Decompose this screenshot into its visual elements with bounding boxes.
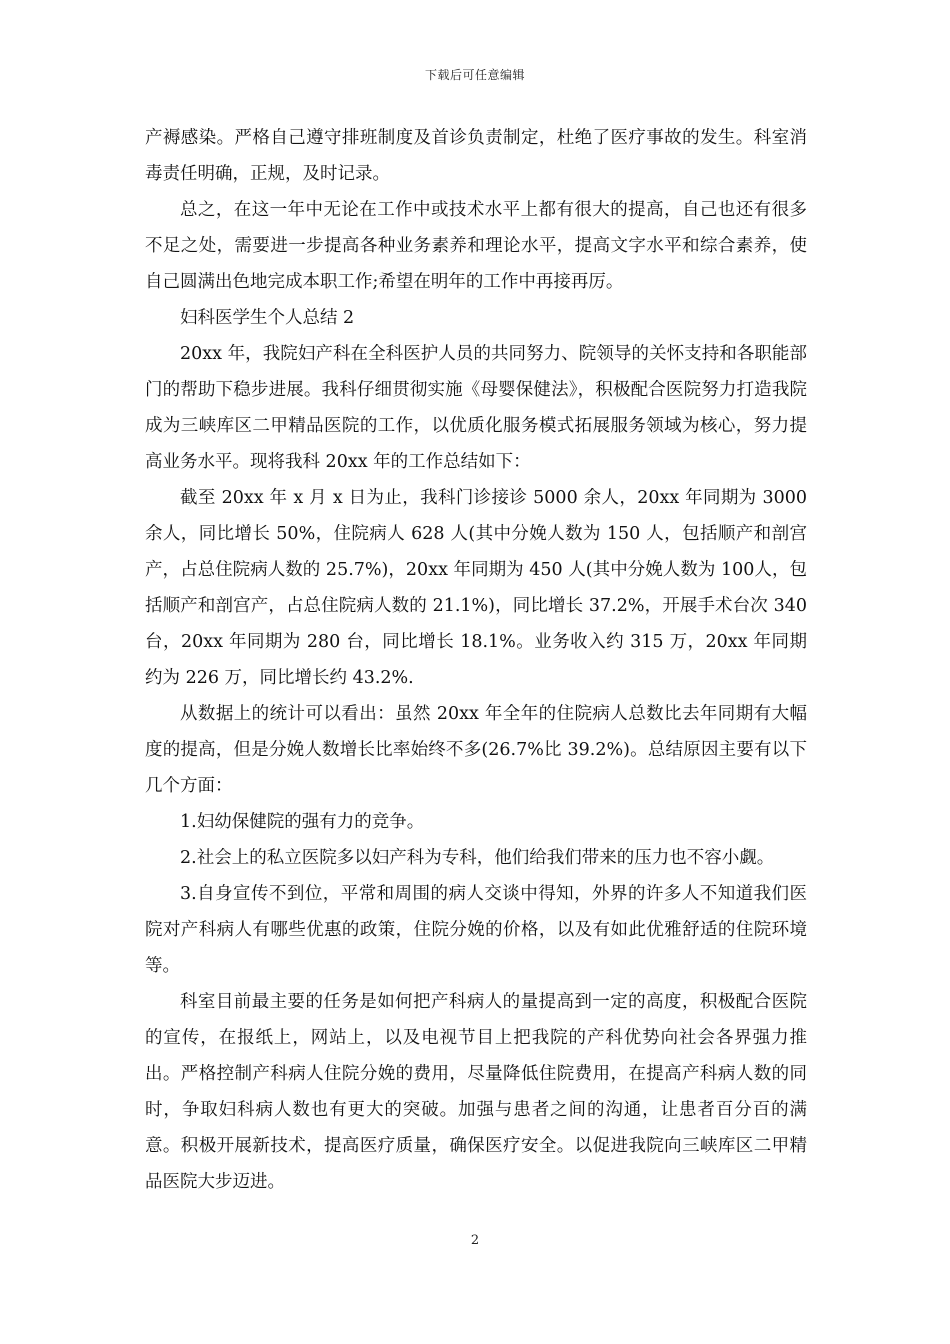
- paragraph-analysis: 从数据上的统计可以看出：虽然 20xx 年全年的住院病人总数比去年同期有大幅度的提高，但是分娩人数增长比率始终不多(26.7%比 39.2%)。总结原因主要有以下几个方面：: [145, 704, 807, 796]
- paragraph-summary: 总之，在这一年中无论在工作中或技术水平上都有很大的提高，自己也还有很多不足之处，需要进一步提高各种业务素养和理论水平，提高文字水平和综合素养，使自己圆满出色地完成本职工作;希望在明年的工作中再接再厉。: [145, 200, 807, 292]
- section-heading: 妇科医学生个人总结 2: [180, 308, 355, 328]
- page-number: 2: [470, 1233, 480, 1248]
- document-body: [145, 120, 807, 1200]
- paragraph-statistics: 截至 20xx 年 x 月 x 日为止，我科门诊接诊 5000 余人，20xx 年同期为 3000余人，同比增长 50%，住院病人 628 人(其中分娩人数为 150 人，包括顺产和剖宫产，占总住院病人数的 25.7%)，20xx 年同期为 450 人(其中分娩人数为 100人，包括顺产和剖宫产，占总住院病人数的 21.1%)，同比增长 37.2%，开展手术台次 340 台，20xx 年同期为 280 台，同比增长 18.1%。业务收入约 315 万，20xx 年同期约为 226 万，同比增长约 43.2%.: [145, 488, 807, 688]
- list-item-2: 2.社会上的私立医院多以妇产科为专科，他们给我们带来的压力也不容小觑。: [180, 848, 775, 868]
- paragraph-tasks: 科室目前最主要的任务是如何把产科病人的量提高到一定的高度，积极配合医院的宣传，在报纸上，网站上，以及电视节目上把我院的产科优势向社会各界强力推出。严格控制产科病人住院分娩的费用，尽量降低住院费用，在提高产科病人数的同时，争取妇科病人数也有更大的突破。加强与患者之间的沟通，让患者百分百的满意。积极开展新技术，提高医疗质量，确保医疗安全。以促进我院向三峡库区二甲精品医院大步迈进。: [145, 992, 807, 1192]
- paragraph-intro: 20xx 年，我院妇产科在全科医护人员的共同努力、院领导的关怀支持和各职能部门的帮助下稳步进展。我科仔细贯彻实施《母婴保健法》，积极配合医院努力打造我院成为三峡库区二甲精品医院的工作，以优质化服务模式拓展服务领域为核心，努力提高业务水平。现将我科 20xx 年的工作总结如下：: [145, 344, 807, 472]
- list-item-3: 3.自身宣传不到位，平常和周围的病人交谈中得知，外界的许多人不知道我们医院对产科病人有哪些优惠的政策，住院分娩的价格，以及有如此优雅舒适的住院环境等。: [145, 884, 807, 976]
- paragraph-continuation: 产褥感染。严格自己遵守排班制度及首诊负责制定，杜绝了医疗事故的发生。科室消毒责任明确，正规，及时记录。: [145, 128, 807, 184]
- list-item-1: 1.妇幼保健院的强有力的竞争。: [180, 812, 425, 832]
- page-header: 下载后可任意编辑: [424, 68, 525, 82]
